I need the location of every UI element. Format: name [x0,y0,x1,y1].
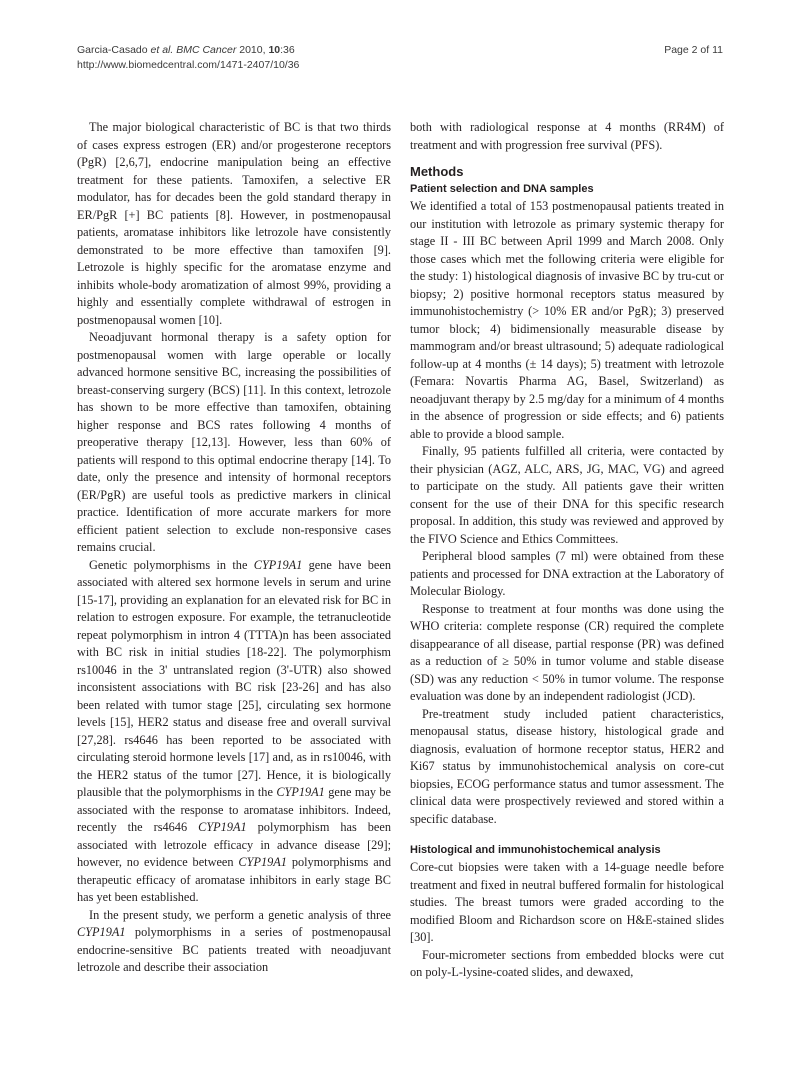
intro-paragraph-4-continued: both with radiological response at 4 months (RR4M) of treatment and with progression free survival (PFS). [410,120,724,152]
article-url[interactable]: http://www.biomedcentral.com/1471-2407/10/36 [77,59,300,71]
page-number: Page 2 of 11 [664,44,723,56]
gene-name: CYP19A1 [276,785,325,799]
methods-paragraph-1: We identified a total of 153 postmenopausal patients treated in our institution with letrozole as primary systemic therapy for stage II - III BC between April 1999 and March 2008. Only those cases which met the following criteria were eligible for the study: 1) histological diagnosis of invasive BC by tru-cut or biopsy; 2) positive hormonal receptors status measured by immunohistochemistry (> 10% ER and/or PgR); 3) preserved tumor block; 4) bidimensionally measurable disease by mammogram and/or breast ultrasound; 5) adequate radiological follow-up at 4 months (± 14 days); 5) treatment with letrozole (Femara: Novartis Pharma AG, Basel, Switzerland) as neoadjuvant therapy by 2.5 mg/day for a minimum of 4 months in the absence of progression or side effects; and 6) patients able to provide a blood sample. [410,199,724,441]
citation-article: :36 [280,44,295,56]
methods-paragraph-3: Peripheral blood samples (7 ml) were obtained from these patients and processed for DNA extraction at the Laboratory of Molecular Biology. [410,549,724,598]
right-column [410,119,724,982]
intro-paragraph-1: The major biological characteristic of BC is that two thirds of cases express estrogen (ER) and/or progesterone receptors (PgR) [2,6,7], endocrine manipulation being an effective treatment for these patients. Tamoxifen, a selective ER modulator, has for decades been the gold standard therapy in ER/PgR [+] BC patients [8]. However, in postmenopausal patients, aromatase inhibitors like letrozole have consistently demonstrated to be more effective than tamoxifen [9]. Letrozole is highly specific for the aromatase enzyme and inhibits whole-body aromatization of almost 99%, providing a highly and essentially complete withdrawal of estrogen in postmenopausal women [10]. [77,120,391,327]
histology-paragraph-1: Core-cut biopsies were taken with a 14-guage needle before treatment and fixed in neutral buffered formalin for histological studies. The breast tumors were graded according to the modified Bloom and Richardson score on H&E-stained slides [30]. [410,860,724,944]
gene-name: CYP19A1 [198,820,247,834]
methods-paragraph-2: Finally, 95 patients fulfilled all criteria, were contacted by their physician (AGZ, ALC, ARS, JG, MAC, VG) and agreed to participate on the study. All patients gave their written consent for the use of their DNA for this specific research proposal. In addition, this study was reviewed and approved by the FIVO Science and Ethics Committees. [410,444,724,546]
gene-name: CYP19A1 [77,925,126,939]
citation-year: 2010, [239,44,269,56]
section-heading-methods: Methods [410,164,464,179]
gene-name: CYP19A1 [253,557,303,572]
histology-paragraph-2: Four-micrometer sections from embedded blocks were cut on poly-L-lysine-coated slides, and dewaxed, [410,947,724,979]
methods-paragraph-5: Pre-treatment study included patient characteristics, menopausal status, disease history, histological grade and diagnosis, evaluation of hormone receptor status, HER2 and Ki67 status by immunohistochemical analysis on core-cut biopsies, ECOG performance status and tumor assessment. The clinical data were prospectively reviewed and stored within a specific database. [410,706,724,826]
methods-paragraph-4: Response to treatment at four months was done using the WHO criteria: complete response (CR) required the complete disappearance of all disease, partial response (PR) was defined as a reduction of ≥ 50% in tumor volume and stable disease (SD) was any reduction < 50% in tumor volume. The response evaluation was done by an independent radiologist (JCD). [410,601,724,703]
left-column [77,119,391,977]
citation-volume: 10 [268,44,281,56]
gene-name: CYP19A1 [238,855,287,869]
citation-etal: et al. [150,44,174,56]
subsection-heading-patient-selection: Patient selection and DNA samples [410,183,594,195]
subsection-heading-histology: Histological and immunohistochemical analysis [410,844,661,856]
citation-authors: Garcia-Casado [77,44,151,56]
intro-paragraph-2: Neoadjuvant hormonal therapy is a safety option for postmenopausal women with large operable or locally advanced hormone sensitive BC, increasing the possibilities of breast-conserving surgery (BCS) [11]. In this context, letrozole has shown to be more effective than tamoxifen, obtaining higher response and BCS rates following 4 months of preoperative therapy [12,13]. However, less than 60% of patients will respond to this optimal endocrine therapy [14]. To date, only the presence and intensity of hormonal receptors (ER/PgR) are useful tools as predictive markers in clinical practice. Identification of more accurate markers for more efficient patient selection to exclude non-responsive cases remains crucial. [77,330,391,554]
citation-journal: BMC Cancer [173,44,240,56]
citation-line [77,43,299,58]
running-header-citation [77,43,299,73]
intro-paragraph-3: Genetic polymorphisms in the CYP19A1 gene have been associated with altered sex hormone levels in serum and urine [15-17], providing an explanation for an elevated risk for BC in relation to estrogen exposure. For example, the tetranucleotide repeat polymorphism in intron 4 (TTTA)n has been associated with BC risk in initial studies [18-22]. The polymorphism rs10046 in the 3' untranslated region (3'-UTR) also showed inconsistent associations with BC risk [23-26] and has also been related with tumor stage [25], circulating sex hormone levels [15], HER2 status and disease free and overall survival [27,28]. rs4646 has been reported to be associated with circulating steroid hormone levels [17] and, as in rs10046, with the HER2 status of the tumor [27]. Hence, it is biologically plausible that the polymorphisms in the CYP19A1 gene may be associated with the response to aromatase inhibitors. Indeed, recently the rs4646 CYP19A1 polymorphism has been associated with letrozole efficacy in advance disease [29]; however, no evidence between CYP19A1 polymorphisms and therapeutic efficacy of aromatase inhibitors in early stage BC has yet been established. [77,557,391,904]
intro-paragraph-4: In the present study, we perform a genetic analysis of three CYP19A1 polymorphisms in a series of postmenopausal endocrine-sensitive BC patients treated with neoadjuvant letrozole and describe their association [77,907,391,974]
